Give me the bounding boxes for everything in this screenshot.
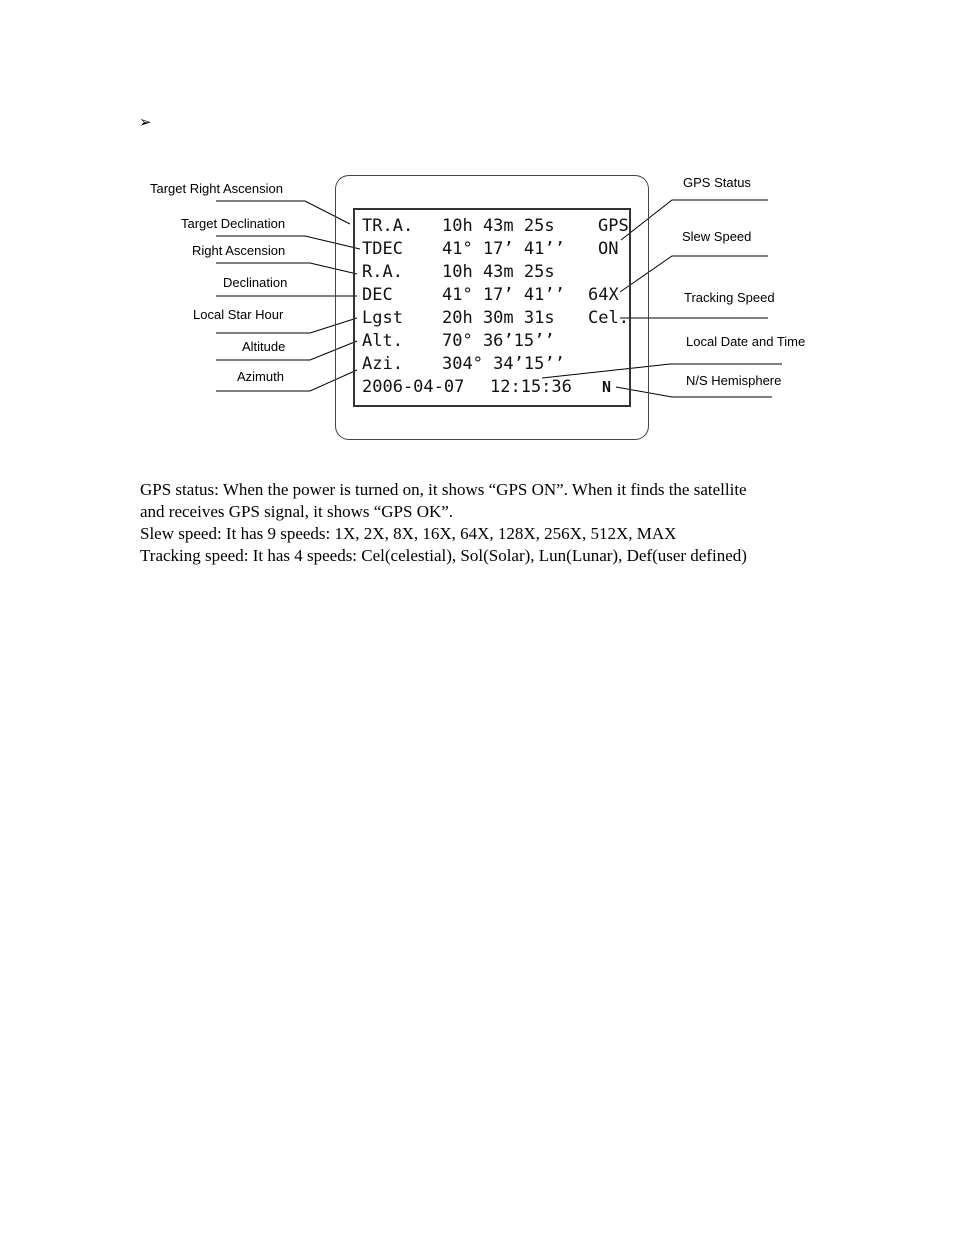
lcd-hemisphere: N xyxy=(602,378,612,396)
bullet-arrow-icon: ➢ xyxy=(139,113,152,131)
hand-controller-diagram xyxy=(0,0,954,470)
lcd-time: 12:15:36 xyxy=(490,377,572,397)
paragraph-gps-status-2: and receives GPS signal, it shows “GPS OK”. xyxy=(140,502,454,521)
lcd-tra-label: TR.A. xyxy=(362,216,414,236)
lcd-tra-value: 10h 43m 25s xyxy=(442,216,555,236)
lcd-ra-label: R.A. xyxy=(362,262,403,282)
paragraph-slew-speed: Slew speed: It has 9 speeds: 1X, 2X, 8X, 16X, 64X, 128X, 256X, 512X, MAX xyxy=(140,524,677,543)
lcd-tdec-value: 41° 17’ 41’’ xyxy=(442,239,565,259)
lcd-ra-value: 10h 43m 25s xyxy=(442,262,555,282)
label-target-declination: Target Declination xyxy=(181,216,286,231)
lcd-gps-label: GPS xyxy=(598,216,629,236)
label-local-star-hour: Local Star Hour xyxy=(193,307,284,322)
label-azimuth: Azimuth xyxy=(237,369,284,384)
label-target-right-ascension: Target Right Ascension xyxy=(150,181,283,196)
lcd-alt-label: Alt. xyxy=(362,331,403,351)
lcd-slew-speed: 64X xyxy=(588,285,619,305)
lcd-azi-label: Azi. xyxy=(362,354,403,374)
label-local-date-time: Local Date and Time xyxy=(686,334,806,349)
label-ns-hemisphere: N/S Hemisphere xyxy=(686,373,782,388)
lcd-lgst-label: Lgst xyxy=(362,308,403,328)
lcd-dec-label: DEC xyxy=(362,285,393,305)
label-gps-status: GPS Status xyxy=(683,175,751,190)
label-tracking-speed: Tracking Speed xyxy=(684,290,775,305)
label-slew-speed: Slew Speed xyxy=(682,229,752,244)
paragraph-tracking-speed: Tracking speed: It has 4 speeds: Cel(celestial), Sol(Solar), Lun(Lunar), Def(user defined) xyxy=(140,546,747,565)
lcd-tdec-label: TDEC xyxy=(362,239,403,259)
lcd-alt-value: 70° 36’15’’ xyxy=(442,331,555,351)
label-declination: Declination xyxy=(223,275,288,290)
label-right-ascension: Right Ascension xyxy=(192,243,286,258)
lcd-dec-value: 41° 17’ 41’’ xyxy=(442,285,565,305)
label-altitude: Altitude xyxy=(242,339,286,354)
paragraph-gps-status-1: GPS status: When the power is turned on, it shows “GPS ON”. When it finds the satellite xyxy=(140,480,747,499)
lcd-gps-state: ON xyxy=(598,239,619,259)
lcd-azi-value: 304° 34’15’’ xyxy=(442,354,565,374)
lcd-date: 2006-04-07 xyxy=(362,377,465,397)
lcd-lgst-value: 20h 30m 31s xyxy=(442,308,555,328)
lcd-tracking-speed: Cel. xyxy=(588,308,629,328)
